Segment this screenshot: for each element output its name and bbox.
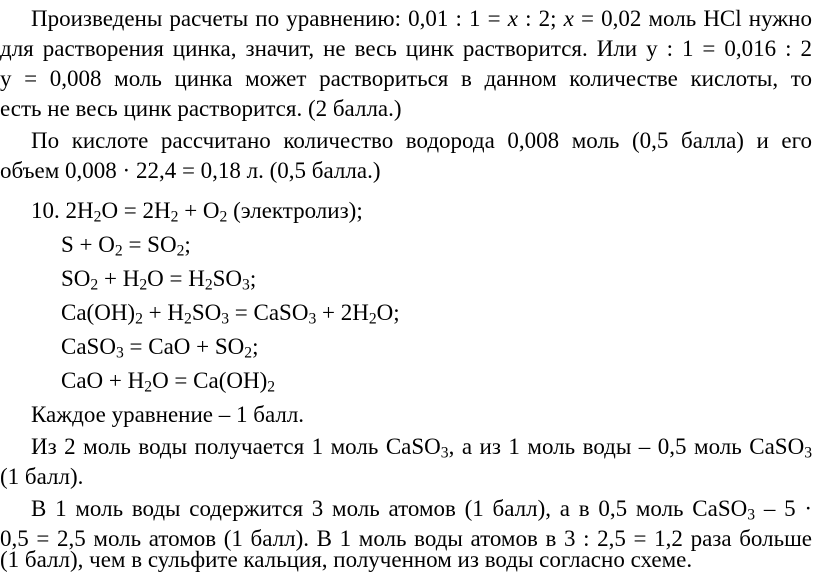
paragraph-1-line-3: у = 0,008 моль цинка может раствориться в данном количестве кислоты, то — [0, 66, 812, 91]
task-number: 10. — [31, 198, 60, 223]
paragraph-1-line-1: Произведены расчеты по уравнению: 0,01 : 1 = x : 2; x = 0,02 моль HCl нужно — [31, 6, 812, 31]
paragraph-4-line-3: (1 балл), чем в сульфите кальция, полученном из воды согласно схеме. — [0, 547, 693, 572]
equation-1: 10. $2H_2O = 2H_2 + O_2$ (электролиз); — [31, 198, 363, 226]
paragraph-3-line-1: Из 2 моль воды получается 1 моль CaSO$_3$, а из 1 моль воды – 0,5 моль CaSO$_3$ — [31, 434, 813, 462]
equation-2: $S + O_2 = SO_2$; — [61, 232, 191, 260]
paragraph-1-line-2: для растворения цинка, значит, не весь цинк растворится. Или у : 1 = 0,016 : 2 — [0, 36, 812, 61]
equation-4: $Ca(OH)_2 + H_2SO_3$ = CaSO$_3$ + $2H_2O$; — [61, 300, 400, 328]
score-note: Каждое уравнение – 1 балл. — [31, 402, 305, 427]
paragraph-4-line-2: 0,5 = 2,5 моль атомов (1 балл). В 1 моль воды атомов в 3 : 2,5 = 1,2 раза больше — [0, 526, 812, 551]
paragraph-1-line-4: есть не весь цинк растворится. (2 балла.) — [0, 96, 402, 121]
equation-5: CaSO$_3$ = CaO + $SO_2$; — [61, 334, 259, 362]
paragraph-2-line-2: объем 0,008 · 22,4 = 0,18 л. (0,5 балла.) — [0, 158, 381, 183]
paragraph-2-line-1: По кислоте рассчитано количество водорода 0,008 моль (0,5 балла) и его — [31, 128, 812, 153]
equation-6: CaO + $H_2O = Ca(OH)_2$ — [61, 368, 276, 396]
paragraph-3-line-2: (1 балл). — [0, 464, 84, 489]
paragraph-4-line-1: В 1 моль воды содержится 3 моль атомов (1 балл), а в 0,5 моль CaSO$_3$ – 5 · — [31, 496, 812, 524]
equation-3: $SO_2 + H_2O = H_2SO_3$; — [61, 266, 257, 294]
